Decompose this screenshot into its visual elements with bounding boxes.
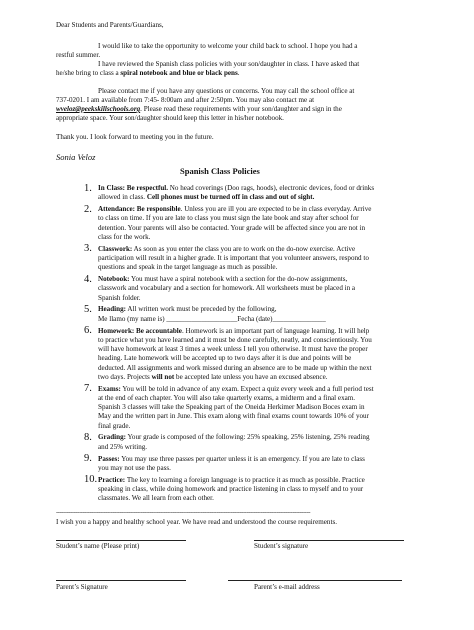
policy-line [98, 464, 398, 473]
policy-line [98, 364, 398, 373]
policy-text: will have homework at least 3 times a week unless I tell you otherwise. It must have the proper [98, 345, 368, 353]
contact-line-3 [56, 105, 342, 114]
policy-text: heading. Late homework will be accepted up to two days after it is due and points will be [98, 354, 352, 363]
policy-text: Me llamo (my name is) ____________________Fecha (date)_______________ [98, 314, 326, 323]
policy-text: questions and speak in the target language as much as possible. [98, 263, 278, 272]
policy-number: 7. [84, 383, 92, 395]
policy-number: 1. [84, 182, 92, 194]
policy-line [98, 476, 398, 485]
supplies-line-2 [56, 69, 240, 78]
parent-signature-label: Parent’s Signature [56, 583, 108, 591]
policy-text: be accepted late unless you have an excused absence. [174, 372, 328, 381]
policy-line [98, 184, 398, 193]
policy-line [98, 315, 398, 324]
policy-line [98, 305, 398, 314]
policy-item [98, 184, 398, 203]
policy-heading: Classwork: [98, 244, 133, 253]
policy-line [98, 385, 398, 394]
policy-text: You will be told in advance of any exam. Expect a quiz every week and a full period test [120, 384, 374, 393]
policy-text: classwork and vocabulary and a section for homework. All worksheets must be placed in a [98, 284, 356, 293]
policy-line [98, 233, 398, 242]
policy-text: to practice what you have learned and it must be done carefully, neatly, and conscientiously. You [98, 335, 372, 344]
policy-line [98, 193, 398, 202]
policy-heading: In Class: Be respectful. [98, 184, 169, 192]
policy-text: and 25% writing. [98, 442, 148, 451]
policy-line [98, 275, 398, 284]
policy-text: classmates. We all learn from each other. [98, 494, 214, 503]
policy-line [98, 494, 398, 503]
policy-item [98, 385, 398, 431]
policy-line [98, 245, 398, 254]
policy-line [98, 327, 398, 336]
parent-signature-line[interactable] [56, 580, 186, 581]
policy-line [98, 412, 398, 421]
student-signature-label: Student’s signature [254, 542, 309, 550]
policy-text: to class on time. If you are late to class you must sign the late book and stay after school for [98, 214, 359, 223]
acknowledgement-text: I wish you a happy and healthy school year. We have read and understood the course requirements. [56, 518, 337, 526]
policy-item [98, 327, 398, 383]
signature-name: Sonia Veloz [56, 152, 96, 162]
supplies-period: . [237, 69, 240, 77]
policy-line [98, 224, 398, 233]
policy-text: . Homework is an important part of language learning. It will help [181, 326, 370, 335]
contact-line-4: appropriate space. Your son/daughter should keep this letter in his/her notebook. [56, 114, 284, 122]
policy-heading: Attendance: Be responsible [98, 205, 181, 214]
salutation: Dear Students and Parents/Guardians, [56, 21, 164, 29]
policy-text: All written work must be preceded by the following, [125, 305, 277, 314]
policy-item [98, 476, 398, 504]
policy-line [98, 373, 398, 382]
thanks-line: Thank you. I look forward to meeting you in the future. [56, 133, 214, 141]
policy-number: 5. [84, 303, 92, 315]
policy-heading: Heading: [98, 305, 126, 314]
policy-line [98, 403, 398, 412]
policy-item [98, 455, 398, 474]
contact-line-2: 737-0201. I am available from 7:45- 8:00am and after 2:50pm. You may also contact me at [56, 96, 315, 104]
policy-text: final grade. [98, 421, 131, 430]
email-link[interactable]: wveloz@peekskillschools.org [56, 105, 141, 113]
policy-number: 2. [84, 203, 92, 215]
policy-line [98, 263, 398, 272]
policy-item [98, 245, 398, 273]
policy-line [98, 205, 398, 214]
policy-line [98, 254, 398, 263]
policy-heading: Homework: Be accountable [98, 326, 182, 335]
policy-text: detention. Your parents will also be contacted. Your grade will be affected since you are not in [98, 223, 365, 232]
policy-heading: Practice: [98, 475, 126, 484]
policy-heading: Notebook: [98, 275, 130, 284]
policy-text: at the end of each chapter. You will also take quarterly exams, a midterm and a final exam. [98, 393, 356, 402]
policy-heading: Cell phones must be turned off in class and out of sight. [146, 193, 315, 202]
policy-text: allowed in class. [98, 193, 147, 202]
cut-line: ------------------------------------------------------------------------------------------------------------------------------------------------ [56, 509, 311, 516]
policy-line [98, 443, 398, 452]
policy-line [98, 433, 398, 442]
policy-number: 9. [84, 453, 92, 465]
policy-text: class for the work. [98, 232, 151, 241]
policy-text: The key to learning a foreign language is to practice it as much as possible. Practice [125, 475, 365, 484]
supplies-text: he/she bring to class a [56, 69, 121, 77]
student-signature-line[interactable] [254, 540, 404, 541]
policy-item [98, 205, 398, 242]
welcome-line-2: restful summer. [56, 51, 101, 59]
policy-heading: Exams: [98, 384, 121, 393]
policy-text: Your grade is composed of the following: 25% speaking, 25% listening, 25% reading [125, 433, 370, 442]
welcome-line-1: I would like to take the opportunity to welcome your child back to school. I hope you had a [98, 42, 358, 50]
contact-line-3-text: . Please read these requirements with your son/daughter and sign in the [140, 105, 342, 113]
policy-text: Spanish folder. [98, 293, 141, 302]
parent-email-label: Parent’s e-mail address [254, 583, 320, 591]
policy-heading: will not [151, 372, 175, 381]
policy-line [98, 214, 398, 223]
policy-heading: Grading: [98, 433, 126, 442]
policy-text: speaking in class, while doing homework and practice listening in class to myself and to your [98, 484, 364, 493]
policy-text: No head coverings (Doo rags, hoods), electronic devices, food or drinks [168, 184, 375, 192]
policy-text: deducted. All assignments and work missed during an absence are to be made up within the next [98, 363, 372, 372]
policy-text: you may not use the pass. [98, 463, 171, 472]
policy-item [98, 433, 398, 452]
policy-text: . Unless you are ill you are expected to be in class everyday. Arrive [180, 205, 372, 214]
policy-text: participation will result in a higher grade. It is important that you volunteer answers, respond to [98, 253, 369, 262]
contact-line-1: Please contact me if you have any questions or concerns. You may call the school office at [98, 87, 355, 95]
policy-text: two days. Projects [98, 372, 152, 381]
policy-line [98, 455, 398, 464]
policy-number: 8. [84, 431, 92, 443]
student-name-line[interactable] [56, 540, 186, 541]
supplies-emphasis: spiral notebook and blue or black pens [120, 69, 238, 77]
policy-number: 10. [84, 474, 98, 486]
policy-number: 6. [84, 325, 92, 336]
policy-item [98, 305, 398, 324]
policy-heading: Passes: [98, 454, 120, 463]
student-name-label: Student’s name (Please print) [56, 542, 140, 550]
policy-text: You may use three passes per quarter unless it is an emergency. If you are late to class [119, 454, 365, 463]
policy-line [98, 422, 398, 431]
policy-text: You must have a spiral notebook with a section for the do-now assignments, [129, 275, 348, 284]
policy-text: As soon as you enter the class you are to work on the do-now exercise. Active [132, 244, 356, 253]
policy-text: May and the written part in June. This exam along with final exams count towards 10% of your [98, 412, 369, 421]
policy-line [98, 394, 398, 403]
policies-title: Spanish Class Policies [180, 166, 260, 176]
supplies-line-1: I have reviewed the Spanish class policies with your son/daughter in class. I have asked that [98, 60, 360, 68]
policy-line [98, 345, 398, 354]
policy-number: 4. [84, 273, 92, 285]
policy-line [98, 354, 398, 363]
policy-line [98, 485, 398, 494]
policy-text: Spanish 3 classes will take the Speaking part of the Oneida Herkimer Madison Boces exam in [98, 403, 365, 412]
policy-item [98, 275, 398, 303]
policy-line [98, 294, 398, 303]
parent-email-line[interactable] [228, 580, 402, 581]
policy-line [98, 336, 398, 345]
policy-number: 3. [84, 243, 92, 255]
policy-line [98, 284, 398, 293]
